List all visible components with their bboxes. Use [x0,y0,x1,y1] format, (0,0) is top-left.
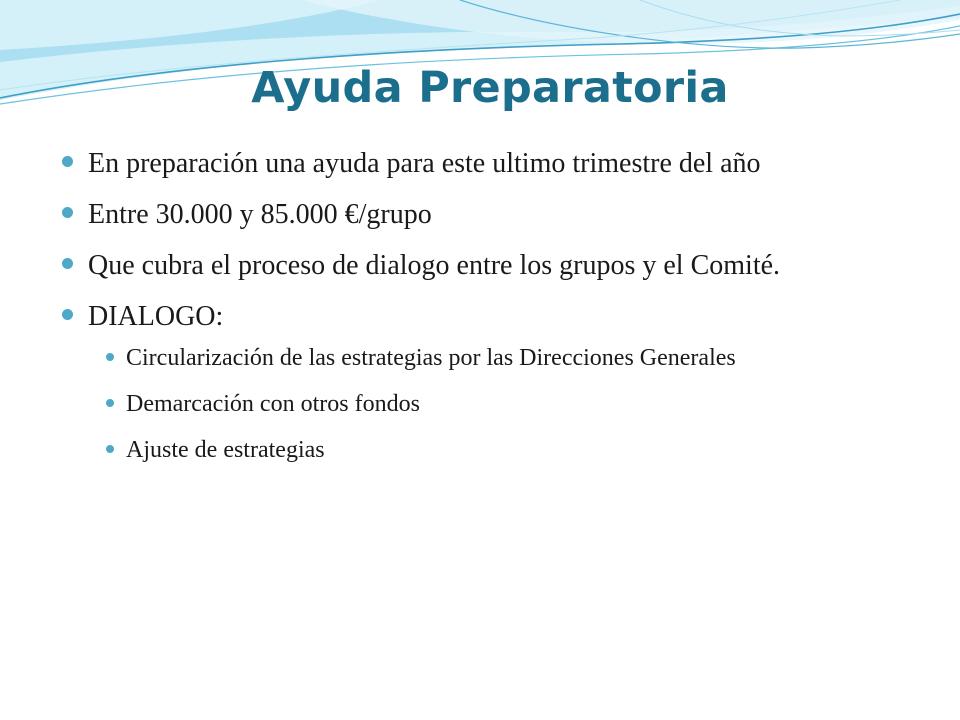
sub-bullet-text: Circularización de las estrategias por las Direcciones Generales [126,345,736,371]
bullet-icon [62,309,73,320]
sub-bullet-text: Ajuste de estrategias [126,437,325,463]
bullet-text: DIALOGO: [88,301,224,332]
sub-bullet-icon [106,445,114,453]
sub-bullet-item [62,342,902,375]
sub-bullet-icon [106,399,114,407]
bullet-text: Entre 30.000 y 85.000 €/grupo [88,199,432,230]
sub-bullet-list [62,342,902,467]
bullet-text: Que cubra el proceso de dialogo entre los grupos y el Comité. [88,250,781,281]
bullet-item [62,246,902,285]
bullet-item [62,144,902,183]
bullet-icon [62,207,73,218]
bullet-icon [62,156,73,167]
bullet-item [62,297,902,336]
sub-bullet-item [62,388,902,421]
bullet-icon [62,258,73,269]
sub-bullet-text: Demarcación con otros fondos [126,391,420,417]
slide-title: Ayuda Preparatoria [251,63,729,113]
sub-bullet-item [62,434,902,467]
sub-bullet-group [62,342,902,467]
bullet-text: En preparación una ayuda para este ultimo trimestre del año [88,148,761,179]
bullet-item [62,195,902,234]
bullet-list [62,144,902,480]
sub-bullet-icon [106,353,114,361]
